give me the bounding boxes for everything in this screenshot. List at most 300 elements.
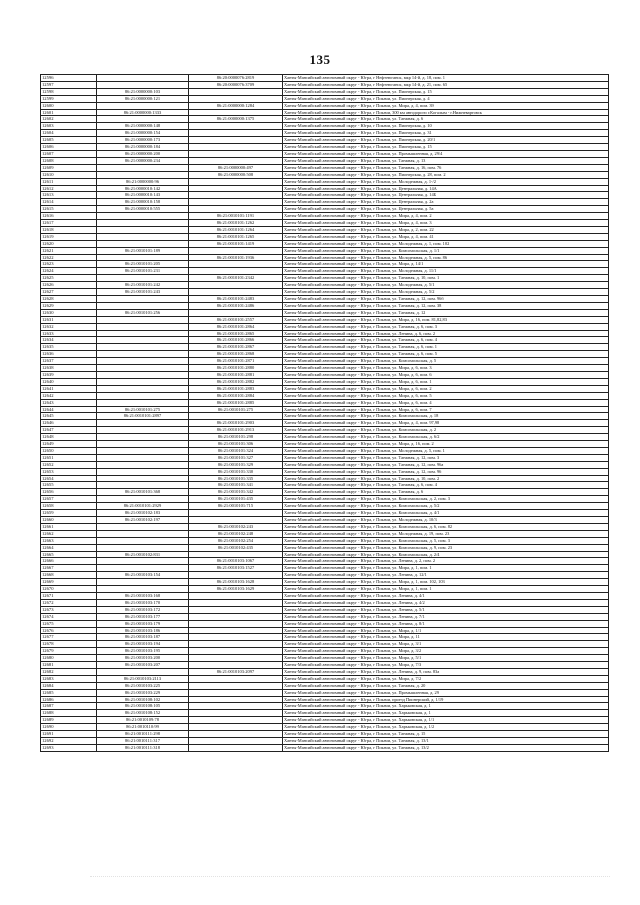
row-number-cell: 12616 bbox=[41, 213, 97, 220]
address-cell bbox=[283, 95, 609, 102]
table-row bbox=[41, 178, 609, 185]
address-cell bbox=[283, 220, 609, 227]
address-detail: г Покачи, ул. Молодежная, д. 10/3 bbox=[373, 517, 437, 522]
cadastral-number-cell: 86:21:0010101:2884 bbox=[189, 392, 283, 399]
address-prefix: Ханты-Мансийский автономный округ - Югра, bbox=[284, 254, 374, 260]
cadastral-number-cell: 86:21:0010102:183 bbox=[97, 510, 189, 517]
cadastral-number-cell: 86:21:0000000:1375 bbox=[189, 116, 283, 123]
table-row bbox=[41, 206, 609, 213]
row-number-cell: 12605 bbox=[41, 137, 97, 144]
address-detail: г Покачи, ул. Таежная, д. 15 bbox=[373, 731, 426, 737]
cadastral-number-cell: 86:21:0010108:102 bbox=[97, 696, 189, 703]
cadastral-number-cell: 86:21:0010101:2342 bbox=[189, 275, 283, 282]
table-row bbox=[41, 199, 609, 206]
cadastral-number-cell: 86:21:0000000:154 bbox=[97, 130, 189, 137]
cadastral-number-cell bbox=[97, 399, 189, 406]
table-row bbox=[41, 254, 609, 261]
address-cell bbox=[283, 233, 609, 240]
address-prefix: Ханты-Мансийский автономный округ - Югра, bbox=[284, 565, 374, 571]
row-number-cell: 12644 bbox=[41, 406, 97, 413]
row-number-cell: 12659 bbox=[41, 510, 97, 517]
address-detail: г Покачи, ул. Молодежная, д. 1-/2 bbox=[373, 178, 436, 184]
row-number-cell: 12665 bbox=[41, 551, 97, 558]
row-number-cell: 12660 bbox=[41, 517, 97, 524]
cadastral-number-cell bbox=[97, 468, 189, 475]
cadastral-number-cell bbox=[97, 330, 189, 337]
cadastral-number-cell bbox=[189, 178, 283, 185]
row-number-cell: 12604 bbox=[41, 130, 97, 137]
row-number-cell: 12681 bbox=[41, 662, 97, 669]
address-detail: г Покачи, ул. Пионерская, д. 4 bbox=[373, 95, 430, 101]
address-detail: г Покачи, ул. Молодежная, д. 5, пом. 86 bbox=[373, 254, 448, 260]
address-detail: г Покачи, ул. Пионерская, д. 28, пом. 2 bbox=[373, 171, 446, 177]
cadastral-number-cell bbox=[189, 206, 283, 213]
address-detail: г Покачи, ул. Мира, д. 16, пом. 2 bbox=[373, 441, 434, 447]
row-number-cell: 12689 bbox=[41, 717, 97, 724]
address-cell bbox=[283, 337, 609, 344]
cadastral-number-cell: 86:21:0010101:435 bbox=[189, 496, 283, 503]
cadastral-number-cell bbox=[189, 123, 283, 130]
address-detail: г Покачи, ул. Мира, д. 3/2 bbox=[373, 648, 422, 654]
row-number-cell: 12671 bbox=[41, 592, 97, 599]
address-cell bbox=[283, 696, 609, 703]
row-number-cell: 12651 bbox=[41, 454, 97, 461]
address-detail: г Покачи, ул. Таежная, д. 13/1 bbox=[373, 738, 429, 743]
address-prefix: Ханты-Мансийский автономный округ - Югра, bbox=[284, 468, 374, 474]
cadastral-number-cell: 86:21:0010101:2486 bbox=[189, 302, 283, 309]
address-detail: г Покачи, ул. Комсомольская, д. 9, пом. 23 bbox=[373, 544, 453, 550]
address-cell bbox=[283, 109, 609, 116]
address-detail: г Покачи, ул. Таежная, д. 13 bbox=[373, 157, 426, 163]
table-row bbox=[41, 192, 609, 199]
row-number-cell: 12650 bbox=[41, 447, 97, 454]
row-number-cell: 12649 bbox=[41, 441, 97, 448]
table-row bbox=[41, 434, 609, 441]
cadastral-number-cell bbox=[97, 475, 189, 482]
cadastral-number-cell bbox=[97, 586, 189, 593]
address-cell bbox=[283, 385, 609, 392]
table-row bbox=[41, 226, 609, 233]
address-prefix: Ханты-Мансийский автономный округ - Югра, bbox=[284, 330, 374, 336]
row-number-cell: 12632 bbox=[41, 323, 97, 330]
address-cell bbox=[283, 268, 609, 275]
page-number: 135 bbox=[309, 52, 331, 67]
row-number-cell: 12622 bbox=[41, 254, 97, 261]
cadastral-number-cell: 86:21:0010101:242 bbox=[97, 282, 189, 289]
cadastral-number-cell: 86:21:0010101:329 bbox=[189, 461, 283, 468]
address-cell bbox=[283, 164, 609, 171]
address-detail: г Покачи, ул. Молодежная, д. 1, пом. 102 bbox=[373, 240, 450, 246]
table-row bbox=[41, 413, 609, 420]
address-cell bbox=[283, 261, 609, 268]
address-cell bbox=[283, 351, 609, 358]
cadastral-number-cell: 86:21:0010101:2864 bbox=[189, 323, 283, 330]
row-number-cell: 12693 bbox=[41, 744, 97, 751]
table-row bbox=[41, 537, 609, 544]
address-prefix: Ханты-Мансийский автономный округ - Югра, bbox=[284, 323, 374, 329]
address-cell bbox=[283, 254, 609, 261]
table-row bbox=[41, 724, 609, 731]
row-number-cell: 12620 bbox=[41, 240, 97, 247]
address-cell bbox=[283, 731, 609, 738]
address-prefix: Ханты-Мансийский автономный округ - Югра, bbox=[284, 365, 374, 371]
address-detail: г Покачи, ул. Мира, д. 6, пом. 6 bbox=[373, 371, 432, 377]
row-number-cell: 12643 bbox=[41, 399, 97, 406]
address-cell bbox=[283, 282, 609, 289]
address-cell bbox=[283, 724, 609, 731]
address-prefix: Ханты-Мансийский автономный округ - Югра, bbox=[284, 731, 374, 737]
address-detail: г Покачи, ул. Харьковская, д. 1 bbox=[373, 710, 431, 716]
row-number-cell: 12664 bbox=[41, 544, 97, 551]
table-row bbox=[41, 731, 609, 738]
table-row bbox=[41, 282, 609, 289]
table-row bbox=[41, 565, 609, 572]
address-cell bbox=[283, 392, 609, 399]
address-prefix: Ханты-Мансийский автономный округ - Югра, bbox=[284, 240, 374, 246]
row-number-cell: 12668 bbox=[41, 572, 97, 579]
cadastral-number-cell: 86:21:0010103:187 bbox=[97, 634, 189, 641]
cadastral-number-cell: 86:21:0000010:158 bbox=[97, 199, 189, 206]
address-cell bbox=[283, 427, 609, 434]
table-row bbox=[41, 344, 609, 351]
address-prefix: Ханты-Мансийский автономный округ - Югра, bbox=[284, 406, 374, 412]
address-cell bbox=[283, 378, 609, 385]
address-detail: г Покачи, ул. Мира, д. 4, пом. 41 bbox=[373, 233, 434, 239]
address-prefix: Ханты-Мансийский автономный округ - Югра, bbox=[284, 150, 374, 156]
table-row bbox=[41, 710, 609, 717]
address-prefix: Ханты-Мансийский автономный округ - Югра, bbox=[284, 620, 374, 626]
table-row bbox=[41, 579, 609, 586]
address-cell bbox=[283, 689, 609, 696]
row-number-cell: 12640 bbox=[41, 378, 97, 385]
address-detail: г Покачи, ул. Таежная, д. 12, пом. 96а bbox=[373, 461, 444, 467]
address-cell bbox=[283, 316, 609, 323]
cadastral-number-cell bbox=[97, 275, 189, 282]
cadastral-number-cell bbox=[189, 109, 283, 116]
address-detail: г Покачи, ул. Ленина, д. 7/1 bbox=[373, 613, 425, 619]
cadastral-number-cell: 86:21:0010101:2913 bbox=[189, 427, 283, 434]
cadastral-number-cell: 86:21:0010102:831 bbox=[97, 551, 189, 558]
scan-artifact bbox=[90, 876, 610, 883]
cadastral-number-cell: 86:21:0010101:341 bbox=[189, 482, 283, 489]
row-number-cell: 12615 bbox=[41, 206, 97, 213]
cadastral-number-cell: 86:21:0010103:1067 bbox=[189, 558, 283, 565]
row-number-cell: 12672 bbox=[41, 599, 97, 606]
cadastral-number-cell bbox=[97, 668, 189, 675]
cadastral-number-cell bbox=[97, 164, 189, 171]
cadastral-number-cell: 86:21:0010102:248 bbox=[189, 530, 283, 537]
table-row bbox=[41, 337, 609, 344]
cadastral-number-cell: 86:21:0000010:555 bbox=[97, 206, 189, 213]
address-prefix: Ханты-Мансийский автономный округ - Югра, bbox=[284, 378, 374, 384]
address-cell bbox=[283, 150, 609, 157]
row-number-cell: 12667 bbox=[41, 565, 97, 572]
cadastral-number-cell bbox=[97, 496, 189, 503]
table-row bbox=[41, 371, 609, 378]
cadastral-number-cell: 86:21:0010101:2557 bbox=[189, 316, 283, 323]
cadastral-number-cell: 86:21:0010101:327 bbox=[189, 454, 283, 461]
address-detail: г Покачи, ул. Промышленная, д. 29 bbox=[373, 689, 439, 695]
cadastral-number-cell bbox=[189, 592, 283, 599]
address-prefix: Ханты-Мансийский автономный округ - Югра, bbox=[284, 579, 374, 585]
cadastral-number-cell: 86:21:0010103:229 bbox=[97, 689, 189, 696]
address-cell bbox=[283, 482, 609, 489]
table-row bbox=[41, 744, 609, 751]
address-prefix: Ханты-Мансийский автономный округ - Югра, bbox=[284, 482, 374, 488]
address-cell bbox=[283, 613, 609, 620]
address-detail: г Покачи, ул. Мира, д. 11 bbox=[373, 634, 420, 640]
table-row bbox=[41, 261, 609, 268]
address-detail: г Покачи, ул. Центральная, д. 5а bbox=[373, 206, 434, 212]
row-number-cell: 12626 bbox=[41, 282, 97, 289]
address-prefix: Ханты-Мансийский автономный округ - Югра, bbox=[284, 648, 374, 654]
address-cell bbox=[283, 157, 609, 164]
cadastral-number-cell: 86:21:0010111:298 bbox=[97, 731, 189, 738]
cadastral-number-cell: 86:21:0010101:2885 bbox=[189, 399, 283, 406]
row-number-cell: 12645 bbox=[41, 413, 97, 420]
table-row bbox=[41, 558, 609, 565]
cadastral-number-cell bbox=[97, 344, 189, 351]
address-prefix: Ханты-Мансийский автономный округ - Югра, bbox=[284, 385, 374, 391]
address-cell bbox=[283, 365, 609, 372]
address-detail: г Покачи, ул. Мира, д. 1, пом. 1 bbox=[373, 565, 432, 571]
table-row bbox=[41, 157, 609, 164]
table-row bbox=[41, 378, 609, 385]
row-number-cell: 12630 bbox=[41, 309, 97, 316]
table-row bbox=[41, 365, 609, 372]
cadastral-number-cell: 86:21:0010101:275 bbox=[97, 406, 189, 413]
address-detail: г Покачи, ул. Комсомольская, д. 6, пом. 82 bbox=[373, 523, 453, 529]
cadastral-number-cell: 86:21:0010101:275 bbox=[189, 406, 283, 413]
table-row bbox=[41, 475, 609, 482]
address-cell bbox=[283, 399, 609, 406]
address-cell bbox=[283, 123, 609, 130]
cadastral-number-cell bbox=[97, 302, 189, 309]
cadastral-number-cell bbox=[189, 731, 283, 738]
address-detail: г Покачи, ул. Мира, д. 14/1 bbox=[373, 261, 424, 267]
address-prefix: Ханты-Мансийский автономный округ - Югра, bbox=[284, 551, 374, 557]
address-detail: г Покачи, ул. Мира, д. 4, пом. 3 bbox=[373, 220, 432, 226]
address-prefix: Ханты-Мансийский автономный округ - Югра, bbox=[284, 517, 374, 522]
address-detail: г Покачи, ул. Комсомольская, д. 2 bbox=[373, 427, 437, 433]
cadastral-number-cell: 86:21:0010101:2871 bbox=[189, 358, 283, 365]
cadastral-number-cell: 86:21:0010101:189 bbox=[97, 247, 189, 254]
row-number-cell: 12601 bbox=[41, 109, 97, 116]
table-row bbox=[41, 551, 609, 558]
row-number-cell: 12676 bbox=[41, 627, 97, 634]
cadastral-number-cell bbox=[189, 613, 283, 620]
address-cell bbox=[283, 116, 609, 123]
table-row bbox=[41, 717, 609, 724]
cadastral-number-cell bbox=[97, 226, 189, 233]
row-number-cell: 12636 bbox=[41, 351, 97, 358]
cadastral-number-cell bbox=[97, 371, 189, 378]
cadastral-number-cell: 86:21:0010103:2113 bbox=[97, 675, 189, 682]
address-detail: г Покачи, ул. Таежная, д. 6, пом. 1 bbox=[373, 344, 437, 350]
row-number-cell: 12683 bbox=[41, 675, 97, 682]
table-row bbox=[41, 523, 609, 530]
address-prefix: Ханты-Мансийский автономный округ - Югра, bbox=[284, 344, 374, 350]
address-prefix: Ханты-Мансийский автономный округ - Югра, bbox=[284, 592, 374, 598]
address-prefix: Ханты-Мансийский автономный округ - Югра, bbox=[284, 88, 374, 94]
address-prefix: Ханты-Мансийский автономный округ - Югра, bbox=[284, 627, 374, 633]
address-prefix: Ханты-Мансийский автономный округ - Югра, bbox=[284, 109, 374, 115]
table-row bbox=[41, 468, 609, 475]
cadastral-number-cell: 86:21:0000000:508 bbox=[189, 171, 283, 178]
table-row bbox=[41, 586, 609, 593]
row-number-cell: 12653 bbox=[41, 468, 97, 475]
address-cell bbox=[283, 468, 609, 475]
address-prefix: Ханты-Мансийский автономный округ - Югра, bbox=[284, 461, 374, 467]
address-cell bbox=[283, 420, 609, 427]
cadastral-number-cell: 86:21:0000000:497 bbox=[189, 164, 283, 171]
cadastral-number-cell: 86:21:0010101:1419 bbox=[189, 240, 283, 247]
cadastral-number-cell: 86:21:0010101:205 bbox=[97, 261, 189, 268]
table-row bbox=[41, 399, 609, 406]
table-row bbox=[41, 213, 609, 220]
address-prefix: Ханты-Мансийский автономный округ - Югра, bbox=[284, 81, 374, 87]
address-cell bbox=[283, 655, 609, 662]
cadastral-number-cell bbox=[97, 420, 189, 427]
address-prefix: Ханты-Мансийский автономный округ - Югра, bbox=[284, 130, 374, 136]
cadastral-number-cell bbox=[189, 185, 283, 192]
row-number-cell: 12679 bbox=[41, 648, 97, 655]
row-number-cell: 12658 bbox=[41, 503, 97, 510]
table-row bbox=[41, 323, 609, 330]
cadastral-number-cell bbox=[189, 641, 283, 648]
row-number-cell: 12618 bbox=[41, 226, 97, 233]
address-prefix: Ханты-Мансийский автономный округ - Югра, bbox=[284, 744, 374, 750]
row-number-cell: 12631 bbox=[41, 316, 97, 323]
address-detail: г Покачи, ул. Таежная, д. 12, пом. 38 bbox=[373, 302, 442, 308]
cadastral-number-cell: 86:21:0010101:1264 bbox=[189, 226, 283, 233]
cadastral-number-cell: 86:21:0010108:152 bbox=[97, 710, 189, 717]
address-detail: г Покачи, ул. Ленина, д. 12/1 bbox=[373, 572, 427, 578]
address-prefix: Ханты-Мансийский автономный округ - Югра, bbox=[284, 724, 374, 730]
cadastral-number-cell bbox=[97, 358, 189, 365]
cadastral-number-cell: 86:21:0010101:2897 bbox=[97, 413, 189, 420]
cadastral-number-cell bbox=[189, 144, 283, 151]
cadastral-number-cell: 86:21:0000000:148 bbox=[97, 123, 189, 130]
cadastral-number-cell: 86:21:0010111:318 bbox=[97, 744, 189, 751]
address-cell bbox=[283, 599, 609, 606]
row-number-cell: 12602 bbox=[41, 116, 97, 123]
cadastral-number-cell bbox=[189, 247, 283, 254]
table-row bbox=[41, 75, 609, 82]
address-detail: г Покачи, ул. Молодежная, д. 5/2 bbox=[373, 289, 435, 295]
table-row bbox=[41, 392, 609, 399]
address-cell bbox=[283, 668, 609, 675]
cadastral-number-cell: 86:21:0010103:172 bbox=[97, 606, 189, 613]
address-prefix: Ханты-Мансийский автономный округ - Югра, bbox=[284, 233, 374, 239]
address-detail: г Покачи, ул. Молодежная, д. 5, пом. 1 bbox=[373, 447, 445, 453]
cadastral-number-cell: 86:21:0010101:2880 bbox=[189, 365, 283, 372]
table-row bbox=[41, 116, 609, 123]
address-prefix: Ханты-Мансийский автономный округ - Югра, bbox=[284, 738, 374, 743]
row-number-cell: 12614 bbox=[41, 199, 97, 206]
row-number-cell: 12599 bbox=[41, 95, 97, 102]
cadastral-number-cell: 86:21:0010101:342 bbox=[189, 489, 283, 496]
address-detail: г Покачи, ул. Мира, д. 6, пом. 7 bbox=[373, 406, 432, 412]
cadastral-number-cell bbox=[97, 544, 189, 551]
cadastral-number-cell: 86:21:0010101:330 bbox=[189, 468, 283, 475]
address-prefix: Ханты-Мансийский автономный округ - Югра, bbox=[284, 613, 374, 619]
cadastral-number-cell bbox=[189, 724, 283, 731]
row-number-cell: 12680 bbox=[41, 655, 97, 662]
address-detail: г Покачи, ул. Мира, д. 4, пом. 39 bbox=[373, 102, 434, 108]
table-row bbox=[41, 164, 609, 171]
row-number-cell: 12687 bbox=[41, 703, 97, 710]
table-row bbox=[41, 517, 609, 524]
cadastral-number-cell bbox=[97, 385, 189, 392]
address-detail: г Покачи, ул. Мира, д. 4, пом. 2 bbox=[373, 213, 432, 219]
cadastral-number-cell: 86:21:0010109:78 bbox=[97, 717, 189, 724]
row-number-cell: 12611 bbox=[41, 178, 97, 185]
table-row bbox=[41, 247, 609, 254]
cadastral-number-cell: 86:21:0000000:200 bbox=[97, 150, 189, 157]
cadastral-number-cell bbox=[189, 606, 283, 613]
cadastral-number-cell bbox=[189, 282, 283, 289]
address-detail: г Покачи, ул. Харьковская, д. 1 bbox=[373, 703, 431, 709]
address-detail: г Покачи, ул. Мира, д. 5/1 bbox=[373, 655, 422, 661]
address-cell bbox=[283, 592, 609, 599]
cadastral-number-cell: 86:21:0010101:243 bbox=[97, 289, 189, 296]
table-row bbox=[41, 441, 609, 448]
address-cell bbox=[283, 606, 609, 613]
table-row bbox=[41, 668, 609, 675]
row-number-cell: 12682 bbox=[41, 668, 97, 675]
address-prefix: Ханты-Мансийский автономный округ - Югра, bbox=[284, 703, 374, 709]
cadastral-number-cell: 86:21:0010103:154 bbox=[97, 572, 189, 579]
address-detail: г Покачи, ул. Комсомольская, д. 6/2 bbox=[373, 434, 440, 440]
cadastral-number-cell bbox=[189, 675, 283, 682]
address-detail: г Покачи, ул. Ленина, д. 6, пом. 2 bbox=[373, 330, 436, 336]
row-number-cell: 12657 bbox=[41, 496, 97, 503]
address-cell bbox=[283, 309, 609, 316]
table-row bbox=[41, 689, 609, 696]
address-prefix: Ханты-Мансийский автономный округ - Югра, bbox=[284, 261, 374, 267]
cadastral-number-cell bbox=[189, 88, 283, 95]
row-number-cell: 12674 bbox=[41, 613, 97, 620]
address-cell bbox=[283, 330, 609, 337]
address-prefix: Ханты-Мансийский автономный округ - Югра, bbox=[284, 689, 374, 695]
address-cell bbox=[283, 185, 609, 192]
address-prefix: Ханты-Мансийский автономный округ - Югра, bbox=[284, 116, 374, 122]
address-prefix: Ханты-Мансийский автономный округ - Югра, bbox=[284, 199, 374, 205]
cadastral-number-cell: 86:21:0010103:186 bbox=[97, 627, 189, 634]
address-detail: г Покачи, ул. Таежная, д. 6 bbox=[373, 489, 424, 495]
table-row bbox=[41, 427, 609, 434]
address-detail: г Покачи, ул. Комсомольская, д. 5/2 bbox=[373, 503, 440, 509]
row-number-cell: 12663 bbox=[41, 537, 97, 544]
row-number-cell: 12678 bbox=[41, 641, 97, 648]
address-prefix: Ханты-Мансийский автономный округ - Югра, bbox=[284, 537, 374, 543]
address-prefix: Ханты-Мансийский автономный округ - Югра, bbox=[284, 185, 374, 191]
table-row bbox=[41, 220, 609, 227]
cadastral-number-cell: 86:21:0010108:105 bbox=[97, 703, 189, 710]
address-cell bbox=[283, 206, 609, 213]
cadastral-number-cell bbox=[189, 710, 283, 717]
cadastral-number-cell: 86:21:0010103:200 bbox=[97, 655, 189, 662]
address-cell bbox=[283, 226, 609, 233]
cadastral-number-cell bbox=[189, 689, 283, 696]
cadastral-number-cell: 86:21:0000000:1333 bbox=[97, 109, 189, 116]
cadastral-number-cell bbox=[97, 75, 189, 82]
address-cell bbox=[283, 75, 609, 82]
cadastral-number-cell bbox=[189, 289, 283, 296]
row-number-cell: 12597 bbox=[41, 81, 97, 88]
address-detail: г Покачи, ул. Пионерская, д. 15 bbox=[373, 144, 432, 150]
